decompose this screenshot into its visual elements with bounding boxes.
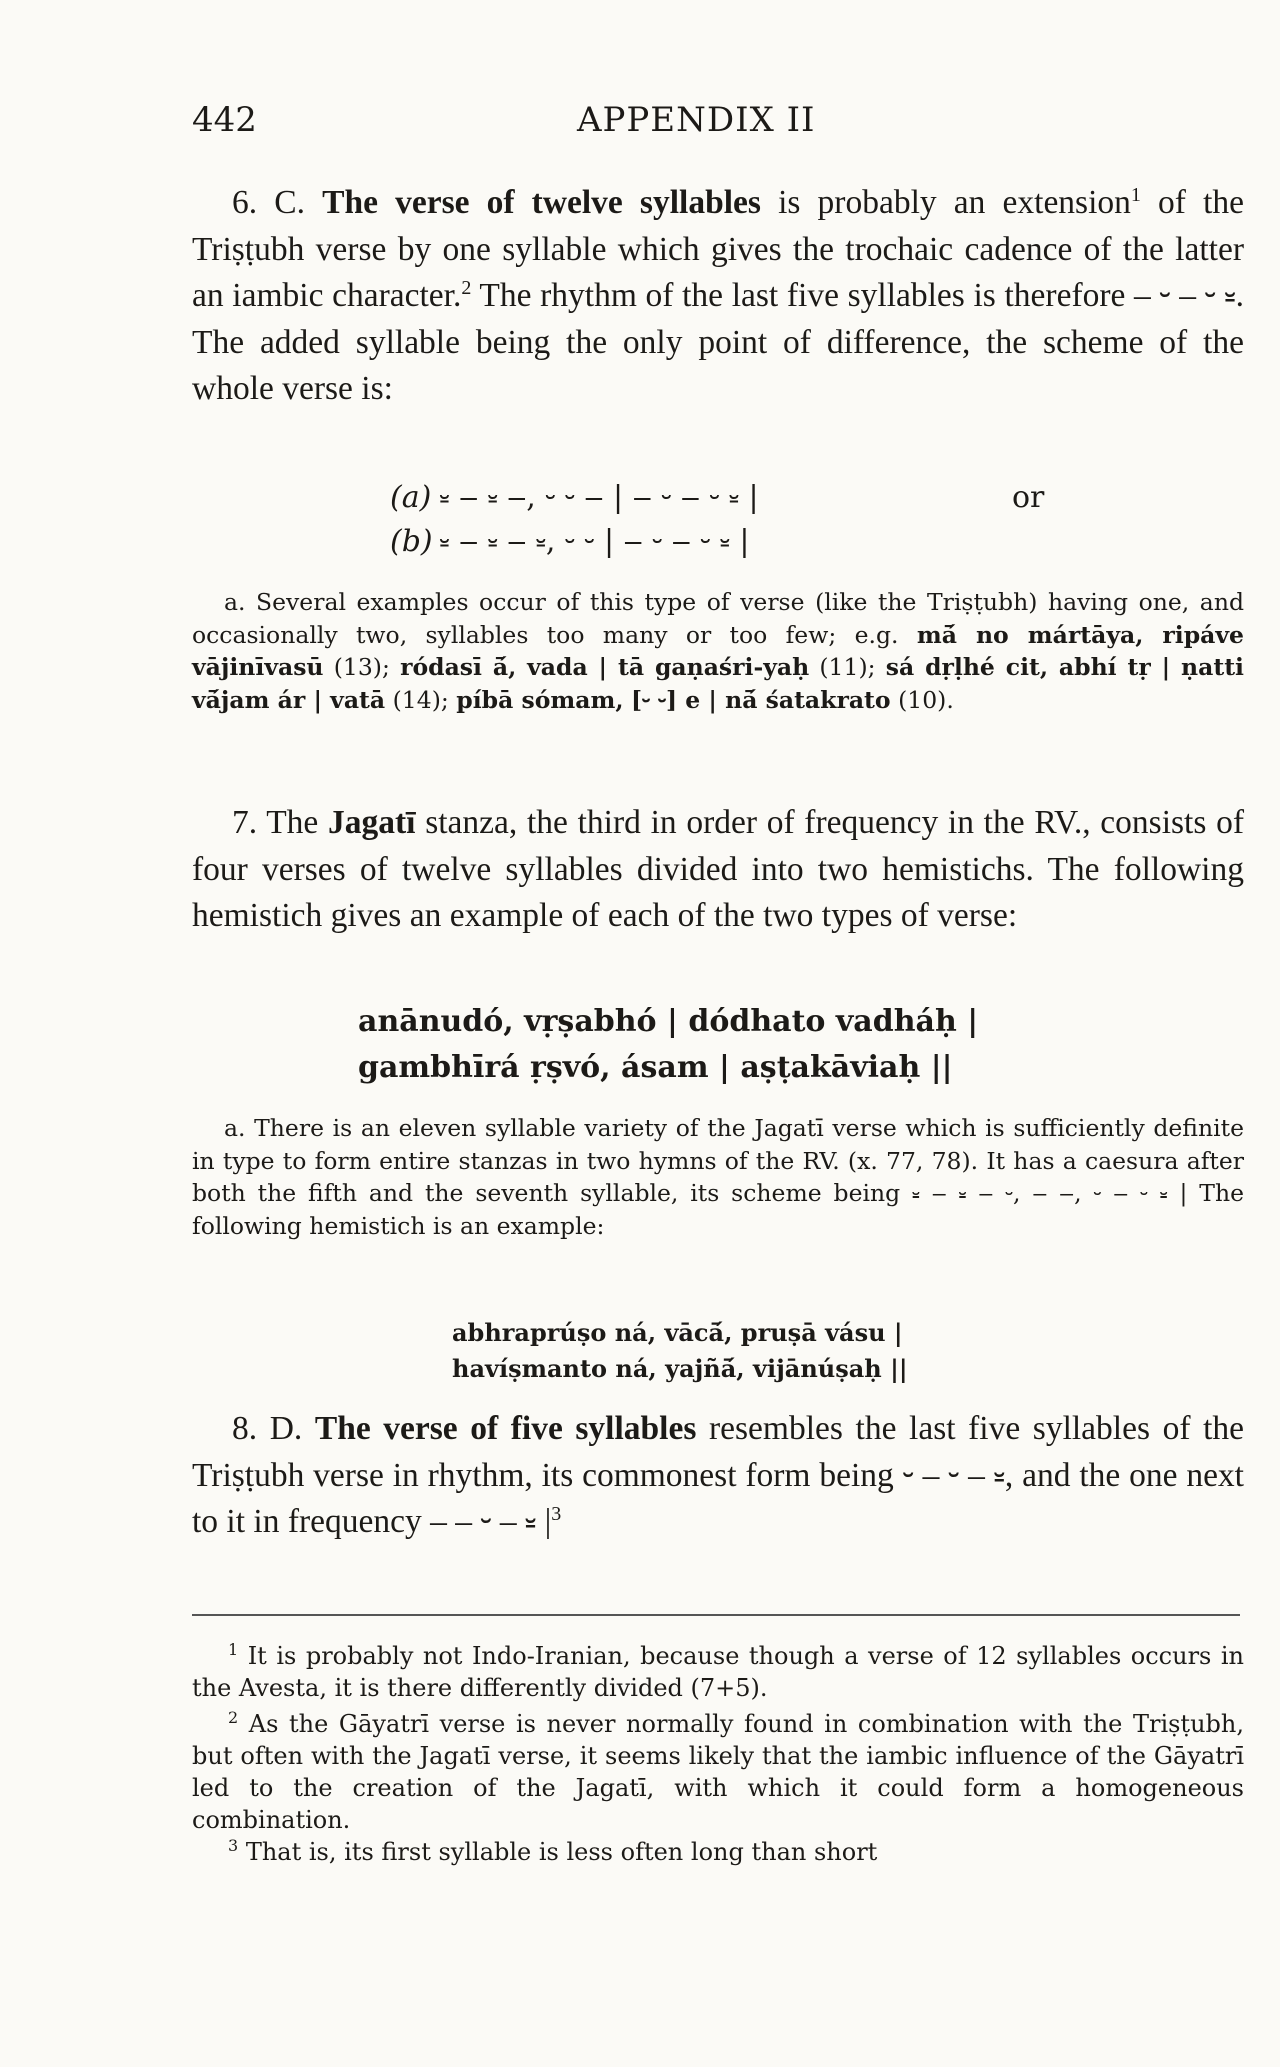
page-header (192, 100, 1240, 150)
note-7a: a. There is an eleven syllable variety of the Jagatī verse which is sufficiently definite in type to form entire stanzas in two hymns of the RV. (x. 77, 78). It has a caesura after both the fifth and the seventh syllable, its scheme being ⏓ ‒ ⏓ ‒ ⏑, ‒ ‒, ⏑ ‒ ⏑ ⏓ | The following hemistich is an example: (192, 1114, 1244, 1240)
footnote-3 (192, 1836, 1244, 1868)
footnote-3-number: 3 (228, 1836, 239, 1855)
footnote-2-number: 2 (228, 1708, 239, 1727)
footnote-1 (192, 1640, 1244, 1704)
footnote-ref-1: 1 (1130, 183, 1141, 206)
section-6-text-3: The rhythm of the last five syllables is therefore ‒ ⏑ ‒ ⏑ ⏓. The added syllable being the only point of difference, the scheme of the whole verse is: (192, 277, 1244, 407)
footnote-3-text: That is, its first syllable is less often long than short (245, 1838, 878, 1866)
section-6-paragraph (192, 180, 1244, 413)
example-1: mā́ no mártāya, ripáve vājinīvasū (192, 620, 1244, 681)
section-8-label: 8. D. (232, 1410, 303, 1447)
section-8-paragraph (192, 1406, 1244, 1546)
example-3-count: (14); (392, 685, 449, 714)
scheme-a-label: (a) (390, 480, 432, 515)
example-5: [⏑ ⏑] e | nā́ śatakrato (631, 685, 891, 714)
scheme-a (390, 480, 759, 515)
jagati-verse-line-2: gambhīrá ṛṣvó, ásam | aṣṭakāviaḥ || (358, 1050, 953, 1085)
section-7-text: stanza, the third in order of frequency in the RV., consists of four verses of twelve syllables divided into two hemistichs. The following hemistich gives an example of each of the two types of verse: (192, 804, 1245, 934)
footnote-2-text: As the Gāyatrī verse is never normally found in combination with the Triṣṭubh, but often with the Jagatī verse, it seems likely that the iambic influence of the Gāyatrī led to the creation of the Jagatī, with which it could form a homogeneous combination. (192, 1710, 1244, 1834)
footnote-1-number: 1 (228, 1640, 239, 1659)
section-7-label: 7. The (232, 804, 319, 841)
section-6-text-2: of the Triṣṭubh verse by one syllable which gives the trochaic cadence of the latter an iambic character. (192, 184, 1245, 314)
section-6-text-1: is probably an extension (778, 184, 1131, 221)
scheme-b-meter: ⏓ ‒ ⏓ ‒ ⏓, ⏑ ⏑ | ‒ ⏑ ‒ ⏑ ⏓ | (439, 524, 750, 559)
example-2-count: (11); (819, 653, 876, 681)
example-verse-line-2: havíṣmanto ná, yajñā́, vijānúṣaḥ || (452, 1354, 908, 1383)
section-8-heading: The verse of five syllables (314, 1410, 697, 1447)
example-2: ródasī ā́, vada | tā gaṇaśri-yaḥ (400, 653, 810, 681)
example-3: sá dṛḷhé cit, abhí tṛ | ṇatti vā́jam ár | vatā (192, 653, 1244, 714)
note-6a (192, 586, 1244, 716)
section-6-heading: The verse of twelve syllables (322, 184, 761, 221)
footnote-2 (192, 1708, 1244, 1836)
example-1-count: (13); (333, 653, 390, 681)
footnote-divider (192, 1614, 1240, 1616)
jagati-verse-line-1: anānudó, vṛṣabhó | dódhato vadháḥ | (358, 1004, 979, 1039)
footnote-ref-2: 2 (461, 276, 472, 299)
section-6-label: 6. C. (232, 184, 305, 221)
footnote-1-text: It is probably not Indo-Iranian, because though a verse of 12 syllables occurs in the Avesta, it is there differently divided (7+5). (192, 1642, 1244, 1702)
scheme-b-label: (b) (390, 524, 433, 559)
section-8-text: resembles the last five syllables of the Triṣṭubh verse in rhythm, its commonest form being ⏑ ‒ ⏑ ‒ ⏓, and the one next to it in frequency ‒ ‒ ⏑ ‒ ⏓ | (192, 1410, 1244, 1540)
running-title: APPENDIX II (577, 100, 816, 140)
note-6a-text: a. Several examples occur of this type of verse (like the Triṣṭubh) having one, and occasionally two, syllables too many or too few; e.g. (192, 588, 1244, 649)
example-4: píbā sómam, (456, 685, 624, 714)
page-number: 442 (192, 100, 257, 140)
section-7-paragraph (192, 800, 1244, 940)
section-7-heading: Jagatī (328, 804, 416, 841)
example-5-count: (10). (898, 685, 954, 714)
example-verse-line-1: abhraprúṣo ná, vācā́, pruṣā vásu | (452, 1318, 903, 1347)
scheme-or: or (1012, 480, 1045, 515)
footnote-ref-3: 3 (551, 1502, 562, 1525)
scheme-b (390, 524, 750, 559)
scheme-a-meter: ⏓ ‒ ⏓ ‒, ⏑ ⏑ ‒ | ‒ ⏑ ‒ ⏑ ⏓ | (439, 480, 759, 515)
